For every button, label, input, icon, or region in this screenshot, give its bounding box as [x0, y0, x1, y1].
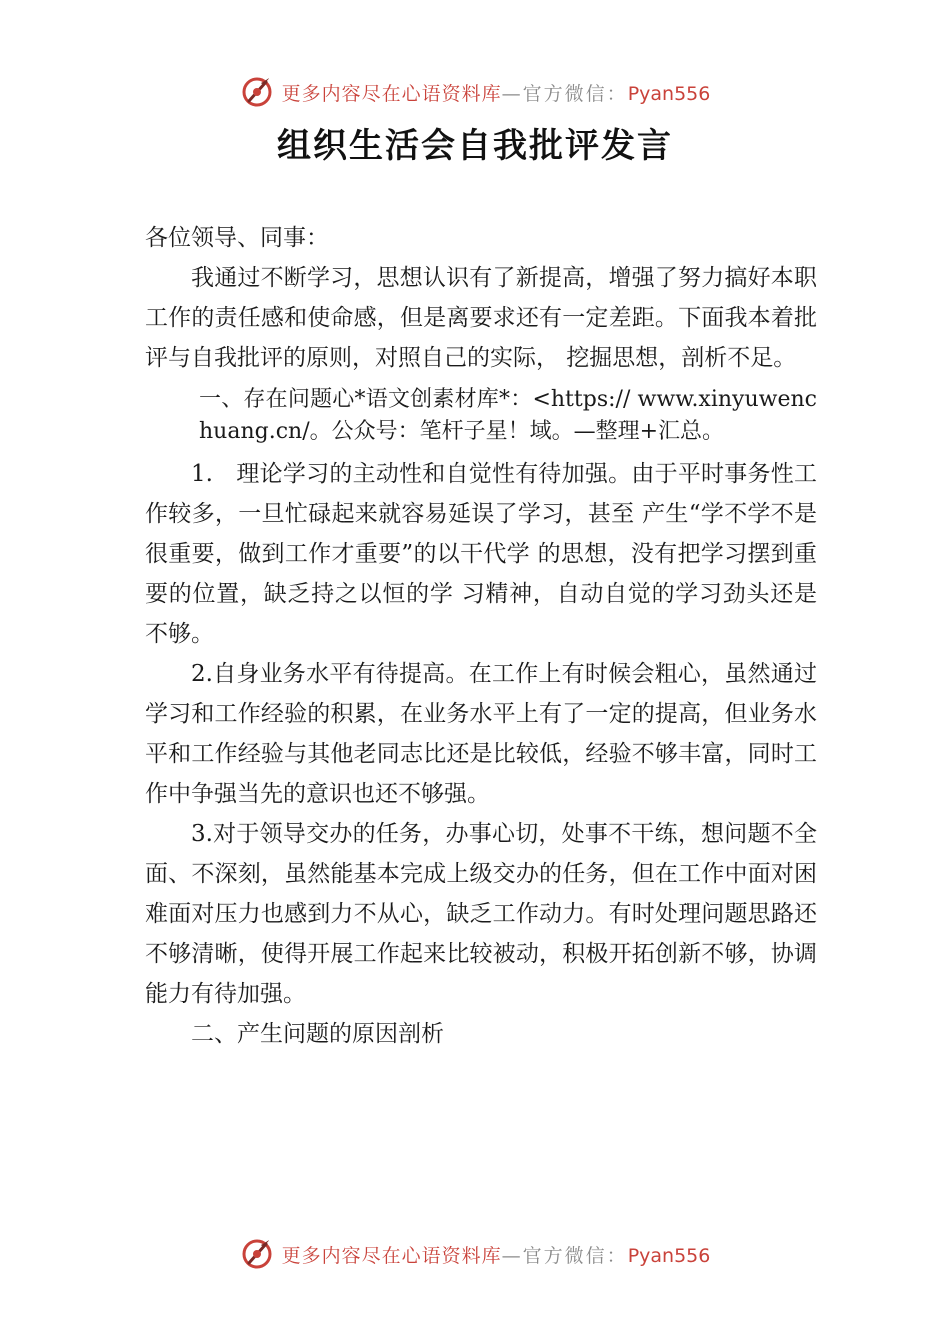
item-2-paragraph: 2.自身业务水平有待提高。在工作上有时候会粗心，虽然通过学习和工作经验的积累，在业务水平上有了一定的提高，但业务水平和工作经验与其他老同志比还是比较低，经验不够丰富，同时工作中争强当先的意识也还不够强。 [145, 661, 817, 807]
banner-wechat-handle: Pyan556 [627, 82, 711, 105]
item-3-paragraph: 3.对于领导交办的任务，办事心切，处事不干练，想问题不全面、不深刻，虽然能基本完成上级交办的任务，但在工作中面对困难面对压力也感到力不从心，缺乏工作动力。有时处理问题思路还不够清晰，使得开展工作起来比较被动，积极开拓创新不够，协调能力有待加强。 [145, 821, 817, 1007]
banner-main-text: 更多内容尽在心语资料库 [281, 82, 502, 105]
page-title: 组织生活会自我批评发言 [277, 126, 673, 166]
intro-paragraph: 我通过不断学习，思想认识有了新提高，增强了努力搞好本职工作的责任感和使命感，但是离要求还有一定差距。下面我本着批评与自我批评的原则，对照自己的实际， 挖掘思想，剖析不足。 [145, 265, 817, 371]
banner-main-text: 更多内容尽在心语资料库 [281, 1244, 502, 1267]
banner-suffix-text: —官方微信： [501, 82, 628, 105]
salutation: 各位领导、同事： [145, 225, 329, 251]
section-heading-1: 一、存在问题心*语文创素材库*：<https:// www.xinyuwenchuang.cn/。公众号：笔杆子星！域。—整理+汇总。 [199, 387, 817, 444]
header-watermark-banner [0, 70, 950, 114]
banner-wechat-handle: Pyan556 [627, 1244, 711, 1267]
banner-text [282, 1241, 711, 1268]
document-body [145, 218, 817, 1054]
section-heading-2: 二、产生问题的原因剖析 [191, 1021, 444, 1047]
banner-suffix-text: —官方微信： [501, 1244, 628, 1267]
banner-text [282, 79, 711, 106]
item-1-paragraph: 1. 理论学习的主动性和自觉性有待加强。由于平时事务性工作较多，一旦忙碌起来就容易延误了学习，甚至 产生“学不学不是很重要，做到工作才重要”的以干代学 的思想，没有把学习摆到重要的位置，缺乏持之以恒的学 习精神，自动自觉的学习劲头还是不够。 [145, 461, 817, 647]
quill-seal-icon [240, 75, 274, 109]
footer-watermark-banner [0, 1232, 950, 1276]
quill-seal-icon [240, 1237, 274, 1271]
